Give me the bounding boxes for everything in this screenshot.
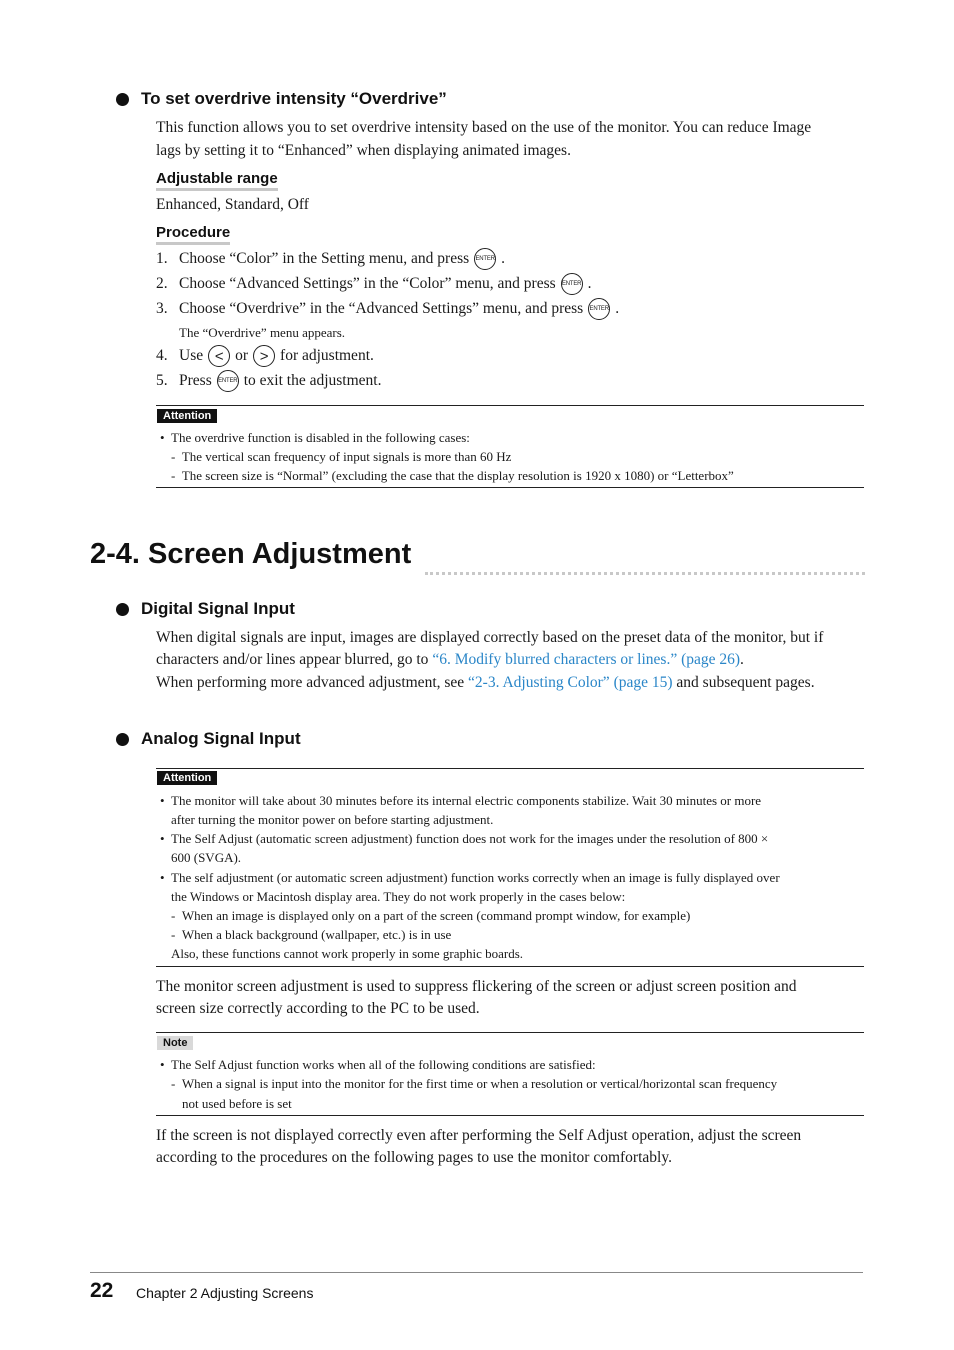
adjustable-range-heading: Adjustable range — [156, 170, 278, 191]
step-text: Choose “Overdrive” in the “Advanced Settings” menu, and press — [179, 300, 584, 317]
analog-heading: Analog Signal Input — [141, 729, 301, 748]
note-top-rule — [156, 1032, 864, 1033]
analog-para-1-line-1: The monitor screen adjustment is used to suppress flickering of the screen or adjust screen position and — [156, 978, 797, 995]
heading-bullet-icon — [116, 603, 129, 616]
attention-text: The Self Adjust (automatic screen adjustment) function does not work for the images under the resolution of 800 × — [171, 831, 769, 846]
attention-text-continued: 600 (SVGA). — [171, 850, 242, 865]
procedure-step-5 — [156, 368, 382, 394]
right-arrow-button-icon: > — [253, 345, 275, 367]
analog-para-1-line-2: screen size correctly according to the PC to be used. — [156, 1000, 480, 1017]
attention-subitem — [171, 466, 734, 485]
attention-bottom-rule — [156, 966, 864, 967]
enter-button-icon: ENTER — [588, 298, 610, 320]
overdrive-intro-line-1: This function allows you to set overdrive intensity based on the use of the monitor. You can reduce Image — [156, 119, 812, 136]
step-number: 1. — [156, 250, 168, 267]
step-tail: . — [615, 300, 620, 317]
attention-text: The monitor will take about 30 minutes before its internal electric components stabilize. Wait 30 minutes or more — [171, 793, 762, 808]
step-tail: . — [501, 250, 506, 267]
overdrive-heading: To set overdrive intensity “Overdrive” — [141, 89, 447, 108]
adjustable-range-value: Enhanced, Standard, Off — [156, 196, 309, 213]
dash-glyph: - — [171, 449, 176, 464]
attention-item — [160, 428, 470, 447]
page-number: 22 — [90, 1279, 114, 1302]
modify-blurred-link[interactable]: “6. Modify blurred characters or lines.” (page 26) — [432, 651, 741, 668]
attention-text-continued: after turning the monitor power on before starting adjustment. — [171, 812, 494, 827]
analog-para-2-line-2: according to the procedures on the following pages to use the monitor comfortably. — [156, 1149, 672, 1166]
section-title: 2-4. Screen Adjustment — [90, 538, 412, 570]
attention-text: When a black background (wallpaper, etc.) is in use — [181, 927, 452, 942]
note-text-continued: not used before is set — [182, 1096, 292, 1111]
note-text: The Self Adjust function works when all of the following conditions are satisfied: — [171, 1057, 596, 1072]
attention-top-rule — [156, 405, 864, 406]
note-subitem — [171, 1074, 777, 1093]
note-label: Note — [157, 1036, 193, 1050]
attention-text: The screen size is “Normal” (excluding the case that the display resolution is 1920 x 1080) or “Letterbox” — [181, 468, 734, 483]
digital-heading: Digital Signal Input — [141, 599, 295, 618]
attention-text: When an image is displayed only on a part of the screen (command prompt window, for example) — [181, 908, 691, 923]
bullet-glyph: • — [160, 870, 165, 885]
bullet-glyph: • — [160, 793, 165, 808]
step-text: for adjustment. — [280, 347, 374, 364]
enter-button-icon: ENTER — [217, 370, 239, 392]
step-text: Choose “Advanced Settings” in the “Color” menu, and press — [179, 275, 556, 292]
bullet-glyph: • — [160, 430, 165, 445]
attention-text: The vertical scan frequency of input signals is more than 60 Hz — [181, 449, 512, 464]
step-3-note: The “Overdrive” menu appears. — [179, 325, 346, 340]
step-text: Choose “Color” in the Setting menu, and press — [179, 250, 470, 267]
analog-para-2-line-1: If the screen is not displayed correctly even after performing the Self Adjust operation, adjust the screen — [156, 1127, 802, 1144]
enter-button-icon: ENTER — [561, 273, 583, 295]
digital-line-3-text: When performing more advanced adjustment, see — [156, 674, 469, 691]
note-text: When a signal is input into the monitor for the first time or when a resolution or vertical/horizontal scan frequency — [181, 1076, 778, 1091]
digital-line-3-tail: and subsequent pages. — [672, 674, 815, 691]
adjusting-color-link[interactable]: “2-3. Adjusting Color” (page 15) — [468, 674, 673, 691]
step-number: 3. — [156, 300, 168, 317]
attention-text: The self adjustment (or automatic screen adjustment) function works correctly when an image is fully displayed over — [171, 870, 780, 885]
left-arrow-button-icon: < — [208, 345, 230, 367]
digital-line-2 — [156, 651, 744, 669]
attention-subitem — [171, 906, 690, 925]
dash-glyph: - — [171, 927, 176, 942]
heading-bullet-icon — [116, 93, 129, 106]
attention-item — [160, 868, 780, 887]
heading-bullet-icon — [116, 733, 129, 746]
attention-subitem — [171, 925, 451, 944]
overdrive-intro-line-2: lags by setting it to “Enhanced” when displaying animated images. — [156, 142, 571, 159]
procedure-step-4 — [156, 343, 374, 369]
note-item — [160, 1055, 596, 1074]
digital-line-1: When digital signals are input, images are displayed correctly based on the preset data of the monitor, but if — [156, 629, 824, 646]
attention-item — [160, 829, 769, 848]
attention-item — [160, 791, 762, 810]
footer-rule — [90, 1272, 863, 1273]
attention-text-continued: the Windows or Macintosh display area. They do not work properly in the cases below: — [171, 889, 626, 904]
digital-line-2-text: characters and/or lines appear blurred, go to — [156, 651, 433, 668]
dash-glyph: - — [171, 1076, 176, 1091]
procedure-step-2 — [156, 271, 592, 297]
enter-button-icon: ENTER — [474, 248, 496, 270]
attention-bottom-rule — [156, 487, 864, 488]
step-number: 5. — [156, 372, 168, 389]
step-text: to exit the adjustment. — [243, 372, 382, 389]
procedure-step-1 — [156, 246, 505, 272]
step-text: Use — [179, 347, 204, 364]
dash-glyph: - — [171, 468, 176, 483]
attention-text: The overdrive function is disabled in the following cases: — [171, 430, 470, 445]
step-number: 2. — [156, 275, 168, 292]
section-title-dotted-rule — [425, 572, 865, 575]
bullet-glyph: • — [160, 1057, 165, 1072]
digital-line-3 — [156, 674, 815, 692]
chapter-title: Chapter 2 Adjusting Screens — [136, 1285, 314, 1301]
procedure-step-3 — [156, 296, 619, 322]
note-bottom-rule — [156, 1115, 864, 1116]
attention-label: Attention — [157, 771, 217, 785]
attention-top-rule — [156, 768, 864, 769]
step-number: 4. — [156, 347, 168, 364]
dash-glyph: - — [171, 908, 176, 923]
attention-subitem — [171, 447, 511, 466]
attention-label: Attention — [157, 409, 217, 423]
procedure-heading: Procedure — [156, 224, 230, 245]
attention-text-continued: Also, these functions cannot work properly in some graphic boards. — [171, 946, 524, 961]
step-tail: . — [587, 275, 592, 292]
step-text: Press — [179, 372, 212, 389]
digital-line-2-tail: . — [740, 651, 744, 668]
bullet-glyph: • — [160, 831, 165, 846]
step-text: or — [235, 347, 249, 364]
